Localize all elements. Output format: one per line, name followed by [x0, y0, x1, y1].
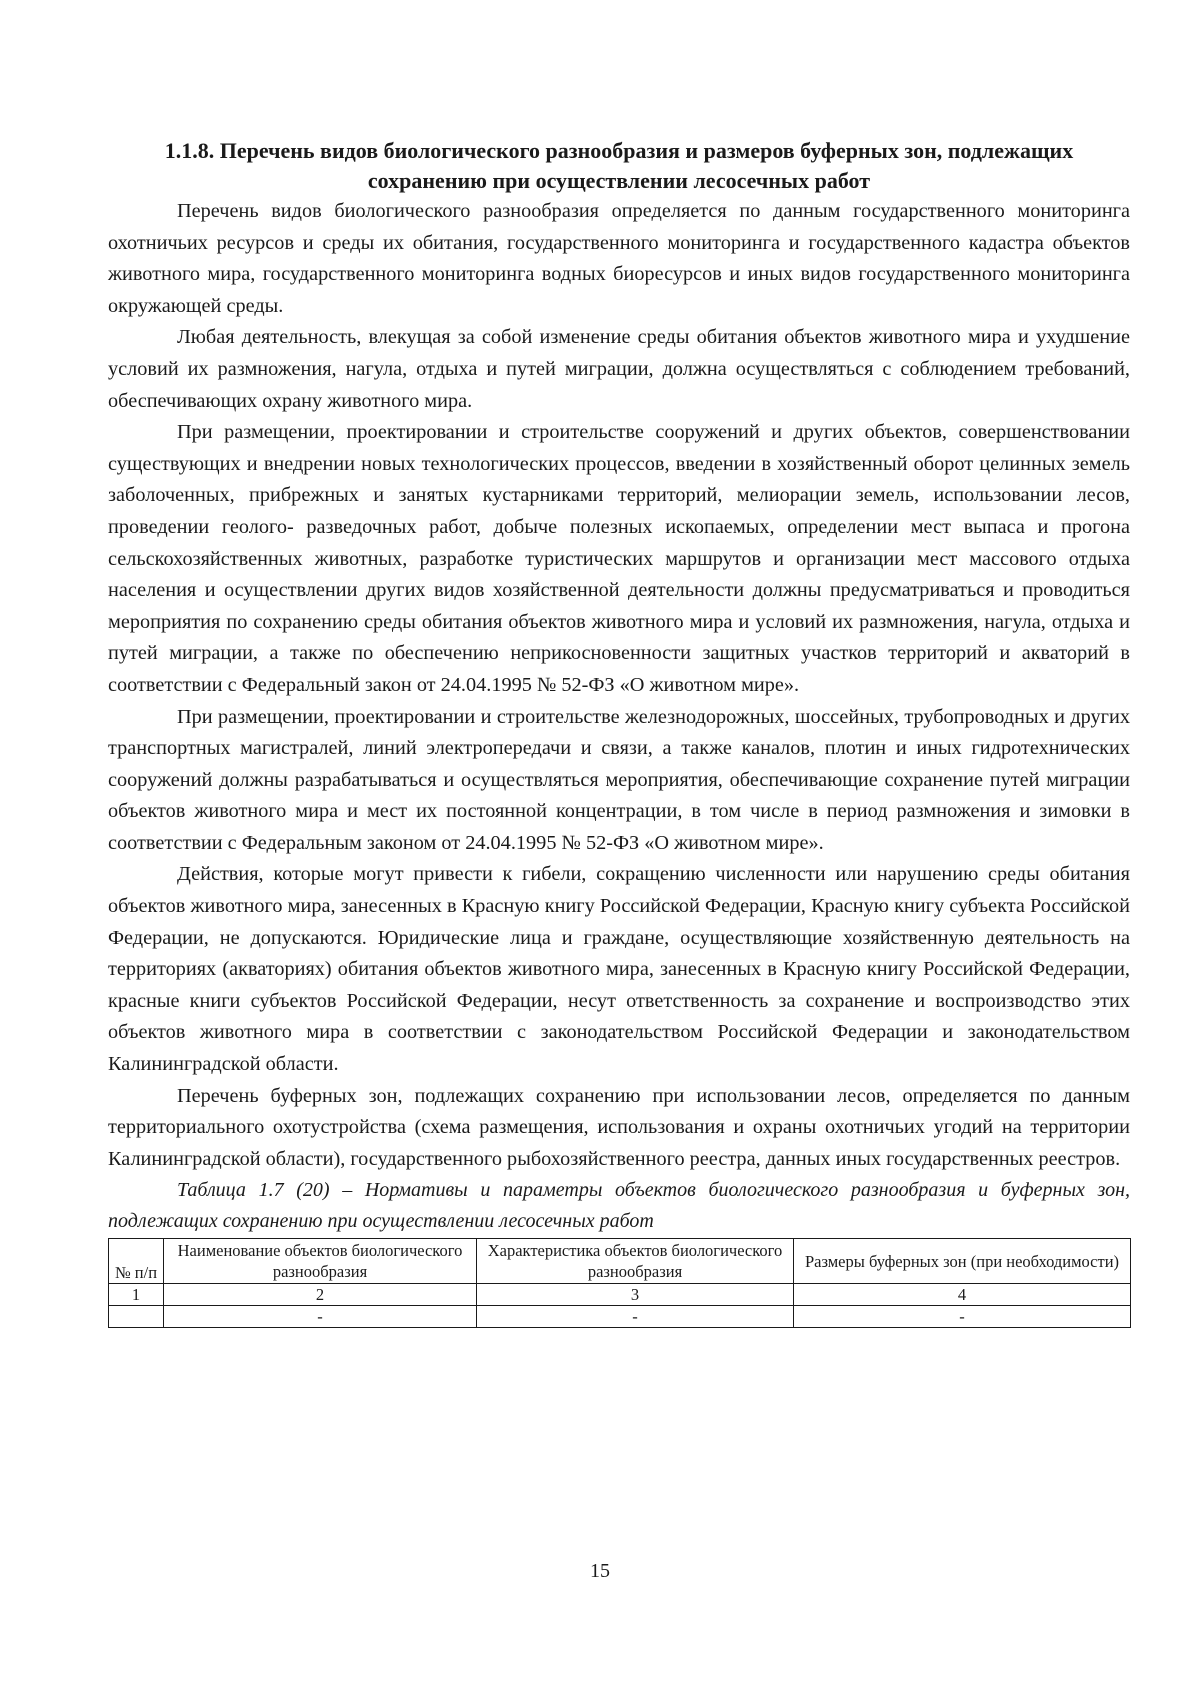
header-object-name: Наименование объектов биологического разнообразия [164, 1239, 477, 1284]
section-title-line-2: сохранению при осуществлении лесосечных работ [367, 168, 871, 193]
table-row [109, 1306, 1131, 1328]
header-number: № п/п [109, 1239, 164, 1284]
table-caption: Таблица 1.7 (20) – Нормативы и параметры объектов биологического разнообразия и буферных зон, подлежащих сохранению при осуществлении лесосечных работ [108, 1179, 1130, 1233]
table-numbering-row [109, 1284, 1131, 1306]
table-cell: 3 [477, 1284, 794, 1306]
paragraph-6: Перечень буферных зон, подлежащих сохранению при использовании лесов, определяется по данным территориального охотустройства (схема размещения, использования и охраны охотничьих угодий на территории Калининградской области), государственного рыбохозяйственного реестра, данных иных государственных реестров. [108, 1084, 1130, 1170]
page-content [108, 136, 1130, 1328]
table-cell: - [164, 1306, 477, 1328]
paragraph-4: При размещении, проектировании и строительстве железнодорожных, шоссейных, трубопроводных и других транспортных магистралей, линий электропередачи и связи, а также каналов, плотин и иных гидротехнических сооружений должны разрабатываться и осуществляться мероприятия, обеспечивающие сохранение путей миграции объектов животного мира и мест их постоянной концентрации, в том числе в период размножения и зимовки в соответствии с Федеральным законом от 24.04.1995 № 52-ФЗ «О животном мире». [108, 705, 1130, 854]
section-heading [108, 136, 1130, 196]
page-number: 15 [590, 1560, 610, 1582]
table-cell [109, 1306, 164, 1328]
table-cell: - [477, 1306, 794, 1328]
table-header-row [109, 1239, 1131, 1284]
section-title-line-1: 1.1.8. Перечень видов биологического разнообразия и размеров буферных зон, подлежащих [164, 138, 1074, 163]
table-cell: 4 [794, 1284, 1131, 1306]
header-buffer-size: Размеры буферных зон (при необходимости) [794, 1239, 1131, 1284]
table-cell: 1 [109, 1284, 164, 1306]
paragraph-2: Любая деятельность, влекущая за собой изменение среды обитания объектов животного мира и ухудшение условий их размножения, нагула, отдыха и путей миграции, должна осуществляться с соблюдением требований, обеспечивающих охрану животного мира. [108, 326, 1130, 412]
table-cell: - [794, 1306, 1131, 1328]
biodiversity-table [108, 1238, 1131, 1328]
paragraph-1: Перечень видов биологического разнообразия определяется по данным государственного мониторинга охотничьих ресурсов и среды их обитания, государственного мониторинга и государственного кадастра объектов животного мира, государственного мониторинга водных биоресурсов и иных видов государственного мониторинга окружающей среды. [108, 200, 1130, 317]
paragraph-5: Действия, которые могут привести к гибели, сокращению численности или нарушению среды обитания объектов животного мира, занесенных в Красную книгу Российской Федерации, Красную книгу субъекта Российской Федерации, не допускаются. Юридические лица и граждане, осуществляющие хозяйственную деятельность на территориях (акваториях) обитания объектов животного мира, занесенных в Красную книгу Российской Федерации, красные книги субъектов Российской Федерации, несут ответственность за сохранение и воспроизводство этих объектов животного мира в соответствии с законодательством Российской Федерации и законодательством Калининградской области. [108, 863, 1130, 1076]
table-cell: 2 [164, 1284, 477, 1306]
paragraph-3: При размещении, проектировании и строительстве сооружений и других объектов, совершенствовании существующих и внедрении новых технологических процессов, введении в хозяйственный оборот целинных земель заболоченных, прибрежных и занятых кустарниками территорий, мелиорации земель, использовании лесов, проведении геолого- разведочных работ, добыче полезных ископаемых, определении мест выпаса и прогона сельскохозяйственных животных, разработке туристических маршрутов и организации мест массового отдыха населения и осуществлении других видов хозяйственной деятельности должны предусматриваться и проводиться мероприятия по сохранению среды обитания объектов животного мира и условий их размножения, нагула, отдыха и путей миграции, а также по обеспечению неприкосновенности защитных участков территорий и акваторий в соответствии с Федеральный закон от 24.04.1995 № 52-ФЗ «О животном мире». [108, 421, 1130, 696]
header-object-characteristic: Характеристика объектов биологического разнообразия [477, 1239, 794, 1284]
